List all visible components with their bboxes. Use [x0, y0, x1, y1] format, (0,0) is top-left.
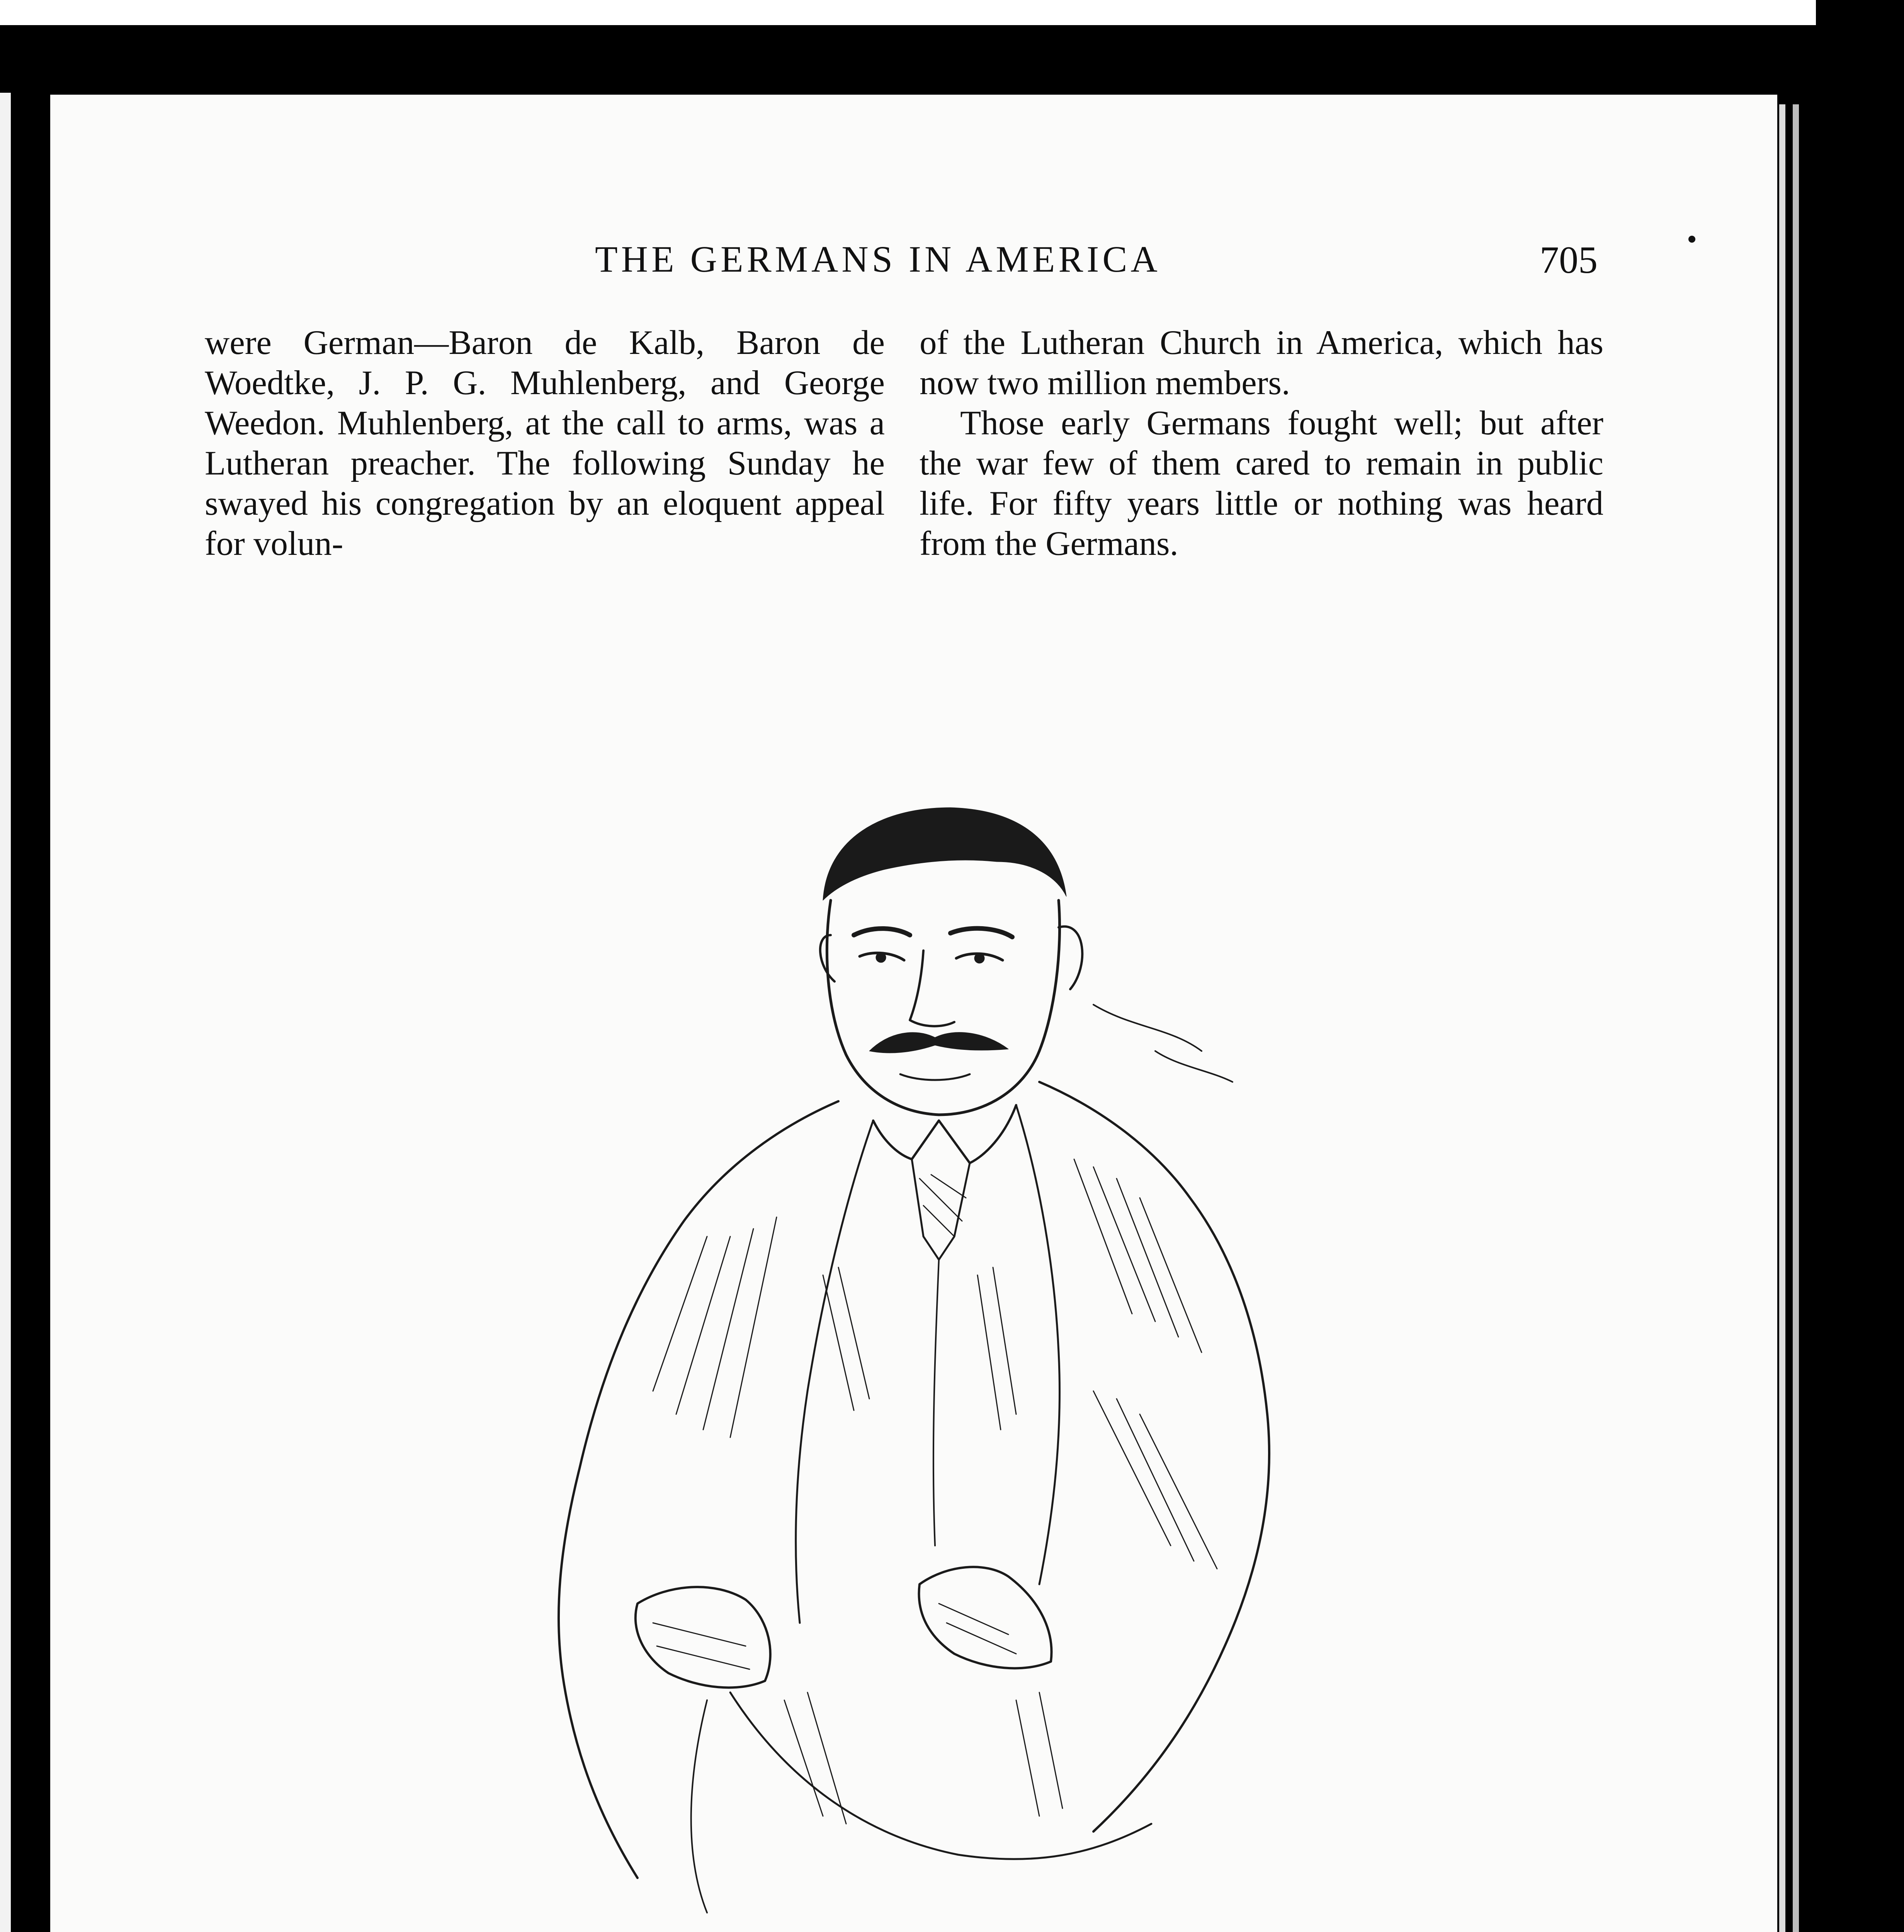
scan-top-strip: [0, 0, 1816, 25]
top-right-column: [920, 323, 1603, 564]
page-edge: [1779, 104, 1785, 1932]
top-left-column: [205, 323, 885, 564]
ink-speck: [1688, 236, 1695, 243]
paragraph: of the Lutheran Church in America, which has now two million members.: [920, 324, 1603, 402]
previous-page-edge: [0, 93, 11, 1932]
page-edge: [1793, 104, 1799, 1932]
page-number: 705: [1540, 238, 1598, 281]
paragraph: Those early Germans fought well; but after the war few of them cared to remain in public life. For fifty years little or nothing was heard from the Germans.: [920, 404, 1603, 563]
running-title: THE GERMANS IN AMERICA: [595, 238, 1161, 280]
portrait-illustration: [437, 734, 1383, 1932]
paragraph: were German—Baron de Kalb, Baron de Woedtke, J. P. G. Muhlenberg, and George Weedon. Muhlenberg, at the call to arms, was a Lutheran preacher. The following Sunday he swayed his congregation by an eloquent appeal for volun-: [205, 324, 885, 563]
